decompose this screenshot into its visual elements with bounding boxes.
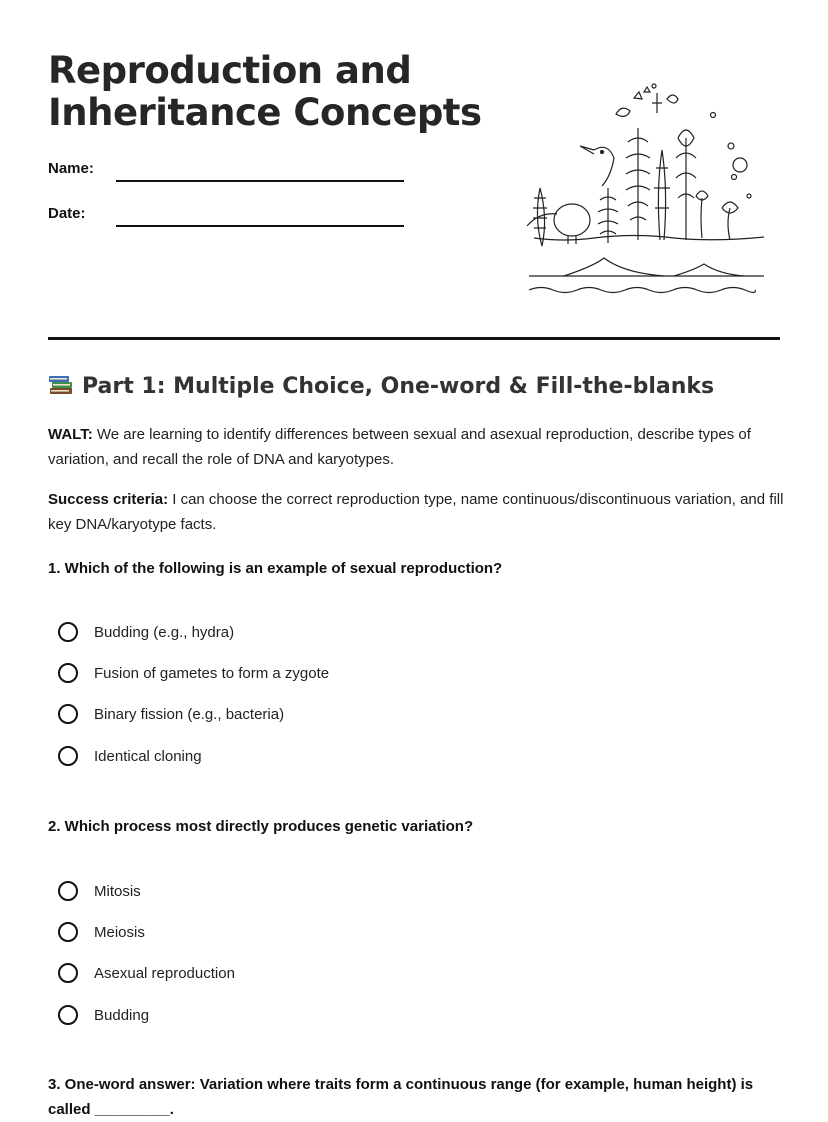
part1-heading-text: Part 1: Multiple Choice, One-word & Fill-the-blanks xyxy=(82,374,715,399)
success-criteria-label: Success criteria: xyxy=(48,491,169,508)
option-label: Fusion of gametes to form a zygote xyxy=(94,664,330,682)
walt-label: WALT: xyxy=(48,426,93,443)
q1-option-3[interactable] xyxy=(58,701,284,727)
worksheet-title: Reproduction and Inheritance Concepts xyxy=(48,49,482,134)
radio-button[interactable] xyxy=(58,746,78,766)
radio-button[interactable] xyxy=(58,963,78,983)
walt-text: We are learning to identify differences between sexual and asexual reproduction, describe types of variation, and recall the role of DNA and karyotypes. xyxy=(48,426,751,468)
radio-button[interactable] xyxy=(58,663,78,683)
radio-button[interactable] xyxy=(58,1005,78,1025)
option-label: Meiosis xyxy=(94,923,145,941)
name-label: Name: xyxy=(48,160,94,177)
option-label: Binary fission (e.g., bacteria) xyxy=(94,705,285,723)
radio-button[interactable] xyxy=(58,881,78,901)
question-2-text: 2. Which process most directly produces genetic variation? xyxy=(48,818,474,835)
option-label: Identical cloning xyxy=(94,747,202,765)
name-field[interactable] xyxy=(116,180,404,182)
question-3-text: 3. One-word answer: Variation where traits form a continuous range (for example, human height) is called _________. xyxy=(48,1076,754,1118)
walt-paragraph xyxy=(48,422,788,472)
q1-option-4[interactable] xyxy=(58,743,202,769)
section-divider xyxy=(48,337,780,340)
success-criteria-paragraph xyxy=(48,487,788,537)
q1-option-1[interactable] xyxy=(58,619,234,645)
q1-option-2[interactable] xyxy=(58,660,329,686)
radio-button[interactable] xyxy=(58,622,78,642)
date-label: Date: xyxy=(48,205,86,222)
q2-option-3[interactable] xyxy=(58,960,235,986)
q2-option-1[interactable] xyxy=(58,878,141,904)
q2-option-4[interactable] xyxy=(58,1002,149,1028)
q2-option-2[interactable] xyxy=(58,919,145,945)
option-label: Mitosis xyxy=(94,882,141,900)
question-1-text: 1. Which of the following is an example of sexual reproduction? xyxy=(48,560,503,577)
part1-heading xyxy=(48,374,714,399)
radio-button[interactable] xyxy=(58,922,78,942)
books-icon xyxy=(48,374,74,396)
radio-button[interactable] xyxy=(58,704,78,724)
option-label: Asexual reproduction xyxy=(94,964,235,982)
success-criteria-text: I can choose the correct reproduction type, name continuous/discontinuous variation, and fill key DNA/karyotype facts. xyxy=(48,491,784,533)
option-label: Budding (e.g., hydra) xyxy=(94,623,235,641)
date-field[interactable] xyxy=(116,225,404,227)
nature-illustration xyxy=(524,78,774,303)
option-label: Budding xyxy=(94,1006,150,1024)
